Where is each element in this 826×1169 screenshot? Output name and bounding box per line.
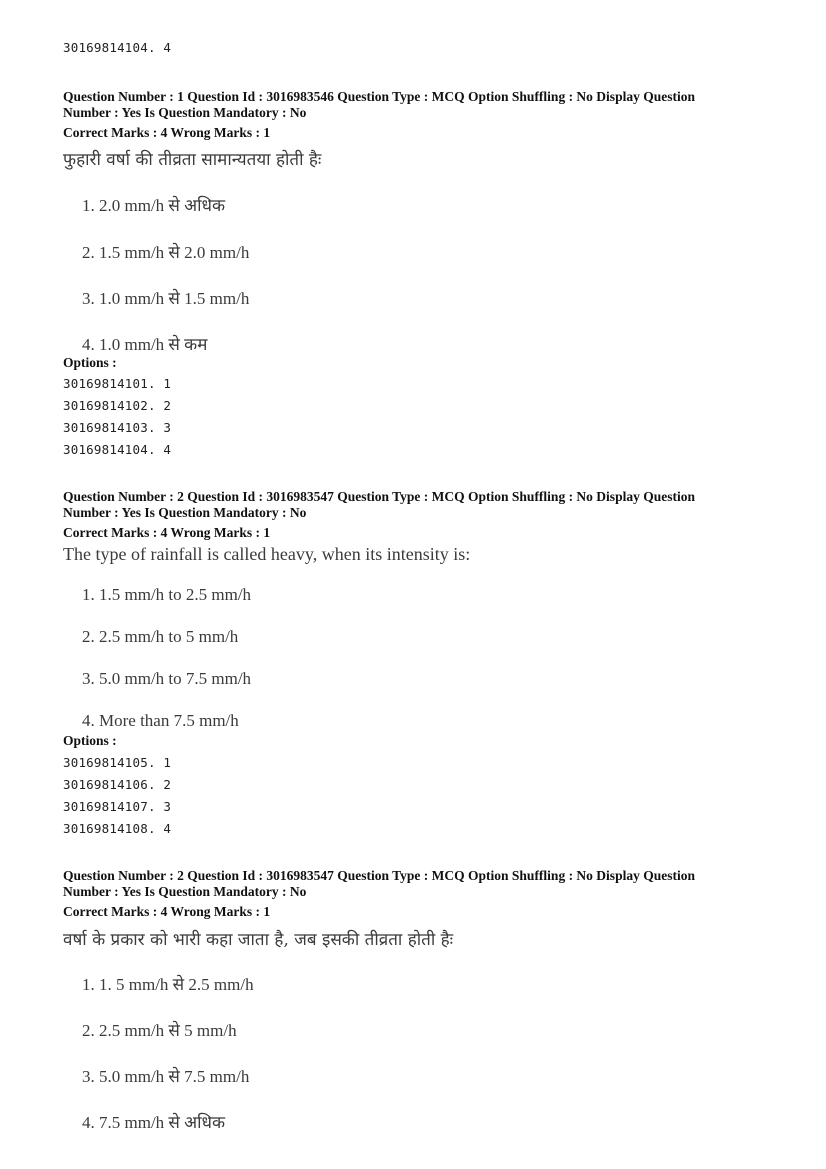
question-1-option-2: 30169814102. 2 (63, 398, 172, 413)
question-3-choice-1: 1. 1. 5 mm/h से 2.5 mm/h (82, 975, 254, 994)
question-2-meta-line1: Question Number : 2 Question Id : 3016983547 Question Type : MCQ Option Shuffling : No Display Question (63, 489, 695, 504)
question-1-choice-2: 2. 1.5 mm/h से 2.0 mm/h (82, 243, 250, 262)
question-1-text: फुहारी वर्षा की तीव्रता सामान्यतया होती हैः (63, 150, 322, 170)
question-2-options-label: Options : (63, 733, 117, 748)
question-1-choice-3: 3. 1.0 mm/h से 1.5 mm/h (82, 289, 250, 308)
question-2-option-1: 30169814105. 1 (63, 755, 172, 770)
question-2-meta-line2: Number : Yes Is Question Mandatory : No (63, 505, 307, 520)
question-1-option-3: 30169814103. 3 (63, 420, 172, 435)
question-1-meta-line1: Question Number : 1 Question Id : 3016983546 Question Type : MCQ Option Shuffling : No Display Question (63, 89, 695, 104)
question-1-marks: Correct Marks : 4 Wrong Marks : 1 (63, 125, 271, 140)
question-3-meta (63, 868, 763, 900)
question-3-choice-2: 2. 2.5 mm/h से 5 mm/h (82, 1021, 237, 1040)
question-2-choice-2: 2. 2.5 mm/h to 5 mm/h (82, 627, 239, 646)
question-3-choice-3: 3. 5.0 mm/h से 7.5 mm/h (82, 1067, 250, 1086)
question-1-choice-4: 4. 1.0 mm/h से कम (82, 335, 208, 354)
question-1-choice-1: 1. 2.0 mm/h से अधिक (82, 196, 226, 215)
question-2-choice-3: 3. 5.0 mm/h to 7.5 mm/h (82, 669, 252, 688)
question-2-text: The type of rainfall is called heavy, when its intensity is: (63, 544, 471, 564)
question-2-option-2: 30169814106. 2 (63, 777, 172, 792)
question-2-choice-4: 4. More than 7.5 mm/h (82, 711, 239, 730)
question-1-options-label: Options : (63, 355, 117, 370)
header-option-id: 30169814104. 4 (63, 40, 172, 55)
question-3-marks: Correct Marks : 4 Wrong Marks : 1 (63, 904, 271, 919)
question-3-text: वर्षा के प्रकार को भारी कहा जाता है, जब इसकी तीव्रता होती हैः (63, 930, 454, 950)
question-3-choice-4: 4. 7.5 mm/h से अधिक (82, 1113, 226, 1132)
question-2-meta (63, 489, 763, 521)
question-3-meta-line2: Number : Yes Is Question Mandatory : No (63, 884, 307, 899)
question-1-option-1: 30169814101. 1 (63, 376, 172, 391)
question-1-meta (63, 89, 763, 121)
question-2-option-3: 30169814107. 3 (63, 799, 172, 814)
question-2-choice-1: 1. 1.5 mm/h to 2.5 mm/h (82, 585, 252, 604)
question-2-option-4: 30169814108. 4 (63, 821, 172, 836)
question-1-meta-line2: Number : Yes Is Question Mandatory : No (63, 105, 307, 120)
question-1-option-4: 30169814104. 4 (63, 442, 172, 457)
question-3-meta-line1: Question Number : 2 Question Id : 3016983547 Question Type : MCQ Option Shuffling : No Display Question (63, 868, 695, 883)
question-2-marks: Correct Marks : 4 Wrong Marks : 1 (63, 525, 271, 540)
